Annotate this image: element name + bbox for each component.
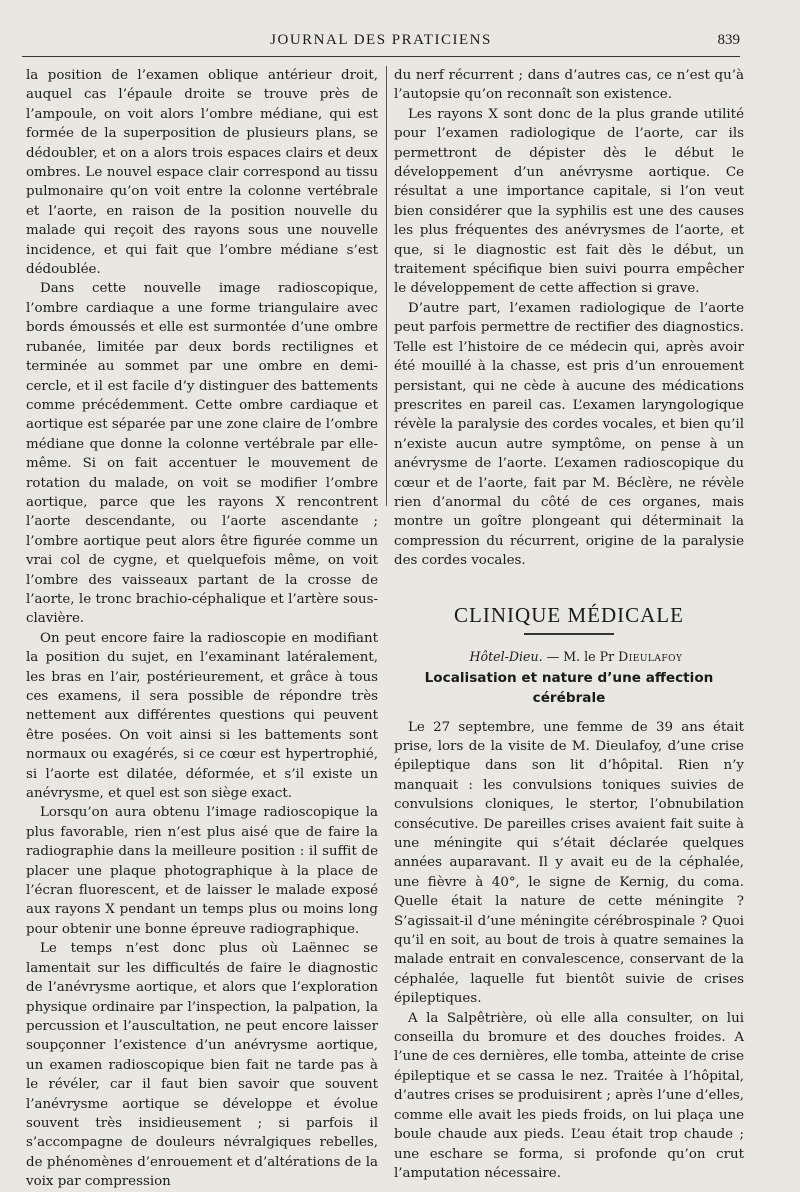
section-title: CLINIQUE MÉDICALE bbox=[454, 602, 684, 627]
paragraph: D’autre part, l’examen radiologique de l’aorte peut parfois permettre de rectifier des diagnostics. Telle est l’histoire de ce médecin qui, après avoir été mouillé à la chasse, est pris d’un enrouement persistant, qui ne cède à aucune des médications prescrites en pareil cas. L’examen laryngologique révèle la paralysie des cordes vocales, et bien qu’il n’existe aucun autre symptôme, on pense à un anévrysme de l’aorte. L’examen radioscopique du cœur et de l’aorte, fait par M. Béclère, ne révèle rien d’anormal du côté de ces organes, mais montre un goître plongeant qui déterminait la compression du récurrent, origine de la paralysie des cordes vocales. bbox=[394, 300, 744, 569]
byline-separator: — M. le Pr bbox=[542, 648, 619, 664]
byline-venue: Hôtel-Dieu. bbox=[469, 648, 543, 664]
page-number: 839 bbox=[717, 32, 740, 48]
column-divider bbox=[386, 66, 387, 506]
paragraph: On peut encore faire la radioscopie en modifiant la position du sujet, en l’examinant latéralement, les bras en l’air, postérieurement, et grâce à tous ces examens, il sera possible de répondre très nettement aux différentes questions qui peuvent être posées. On voit ainsi si les battements sont normaux ou exagérés, si ce cœur est hypertrophié, si l’aorte est dilatée, déformée, et s’il existe un anévrysme, et quel est son siège exact. bbox=[26, 630, 378, 802]
paragraph: Dans cette nouvelle image radioscopique, l’ombre cardiaque a une forme triangulaire avec bords émoussés et elle est surmontée d’une ombre rubanée, limitée par deux bords rectilignes et terminée au sommet par une ombre en demi-cercle, et il est facile d’y distinguer des battements comme précédemment. Cette ombre cardiaque et aortique est séparée par une zone claire de l’ombre médiane que donne la colonne vertébrale par elle-même. Si on fait accentuer le mouvement de rotation du malade, on voit se modifier l’ombre aortique, parce que les rayons X rencontrent l’aorte descendante, ou l’aorte ascendante ; l’ombre aortique peut alors être figurée comme un vrai col de cygne, et quelquefois même, on voit l’ombre des vaisseaux partant de la crosse de l’aorte, le tronc brachio-céphalique et l’artère sous-clavière. bbox=[26, 281, 378, 627]
paragraph: la position de l’examen oblique antérieur droit, auquel cas l’épaule droite se trouve près de l’ampoule, on voit alors l’ombre médiane, qui est formée de la superposition de plusieurs plans, se dédoubler, et on a alors trois espaces clairs et deux ombres. Le nouvel espace clair correspond au tissu pulmonaire qu’on voit entre la colonne vertébrale et l’aorte, en raison de la position nouvelle du malade qui reçoit des rayons sous une nouvelle incidence, et qui fait que l’ombre médiane s’est dédoublée. bbox=[26, 68, 378, 278]
paragraph: Lorsqu’on aura obtenu l’image radioscopique la plus favorable, rien n’est plus aisé que de faire la radiographie dans la meilleure position : il suffit de placer une plaque photographique à la place de l’écran fluorescent, et de laisser le malade exposé aux rayons X pendant un temps plus ou moins long pour obtenir une bonne épreuve radiographique. bbox=[26, 805, 378, 937]
paragraph: Le 27 septembre, une femme de 39 ans était prise, lors de la visite de M. Dieulafoy, d’une crise épileptique dans son lit d’hôpital. Rien n’y manquait : les convulsions toniques suivies de convulsions cloniques, le stertor, l’obnubilation consécutive. De pareilles crises avaient fait suite à une méningite qui s’était déclarée quelques années auparavant. Il y avait eu de la céphalée, une fièvre à 40°, le signe de Kernig, du coma. Quelle était la nature de cette méningite ? S’agissait-il d’une méningite cérébrospinale ? Quoi qu’il en soit, au bout de trois à quatre semaines la malade entrait en convalescence, conservant de la céphalée, laquelle fut bientôt suivie de crises épileptiques. bbox=[394, 719, 744, 1007]
page-header bbox=[22, 28, 740, 54]
paragraph: A la Salpêtrière, où elle alla consulter, on lui conseilla du bromure et des douches froides. A l’une de ces dernières, elle tomba, atteinte de crise épileptique et se cassa le nez. Traitée à l’hôpital, d’autres crises se produisirent ; après l’une d’elles, comme elle avait les pieds froids, on lui plaça une boule chaude aux pieds. L’eau était trop chaude ; une eschare se forma, si profonde qu’on crut l’amputation nécessaire. bbox=[394, 1010, 744, 1181]
running-title: JOURNAL DES PRATICIENS bbox=[270, 32, 492, 48]
byline bbox=[394, 647, 744, 666]
byline-surname: Dieulafoy bbox=[618, 648, 683, 664]
header-rule bbox=[22, 56, 740, 57]
paragraph: Le temps n’est donc plus où Laënnec se lamentait sur les difficultés de faire le diagnostic de l’anévrysme aortique, et alors que l’exploration physique ordinaire par l’inspection, la palpation, la percussion et l’auscultation, ne peut encore laisser soupçonner l’existence d’un anévrysme aortique, un examen radioscopique bien fait ne tarde pas à le révéler, car il faut bien savoir que souvent l’anévrysme aortique se développe et évolue souvent très insidieusement ; si parfois il s’accompagne de douleurs névralgiques rebelles, de phénomènes d’enrouement et d’altérations de la voix par compression bbox=[26, 941, 378, 1190]
article-title: Localisation et nature d’une affection cérébrale bbox=[424, 669, 714, 706]
left-column bbox=[26, 66, 378, 1192]
right-column bbox=[394, 66, 744, 1183]
section-title-rule bbox=[524, 633, 614, 635]
paragraph: du nerf récurrent ; dans d’autres cas, ce n’est qu’à l’autopsie qu’on reconnaît son existence. bbox=[394, 68, 744, 103]
paragraph: Les rayons X sont donc de la plus grande utilité pour l’examen radiologique de l’aorte, car ils permettront de dépister dès le début le développement d’un anévrysme aortique. Ce résultat a une importance capitale, si l’on veut bien considérer que la syphilis est une des causes les plus fréquentes des anévrysmes de l’aorte, et que, si le diagnostic est fait dès le début, un traitement spécifique bien suivi pourra empêcher le développement de cette affection si grave. bbox=[394, 106, 744, 297]
